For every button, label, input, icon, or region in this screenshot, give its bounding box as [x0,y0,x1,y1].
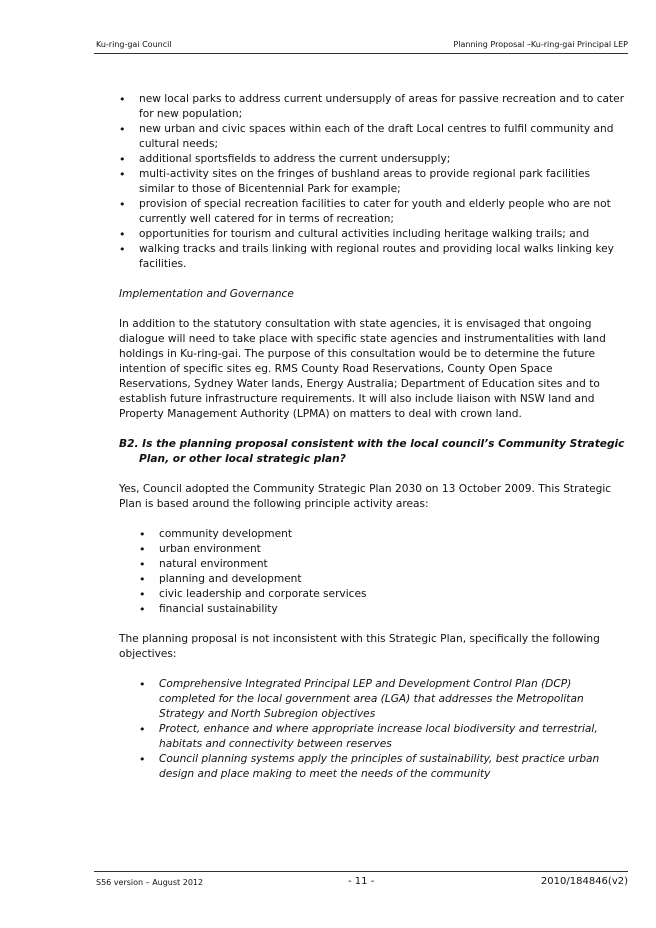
answer-paragraph: Yes, Council adopted the Community Strategic Plan 2030 on 13 October 2009. This Strategic Plan is based around the following principle activity areas: [119,483,612,510]
objectives-list [139,677,625,782]
list-item: • Protect, enhance and where appropriate increase local biodiversity and terrestrial, habitats and connectivity between reserves [139,722,625,752]
footer-rule [94,871,628,872]
implementation-paragraph: In addition to the statutory consultation with state agencies, it is envisaged that ongoing dialogue will need to take place with specific state agencies and instrumentalities with land holdings in Ku-ring-gai. The purpose of this consultation would be to determine the future intention of specific sites eg. RMS County Road Reservations, County Open Space Reservations, Sydney Water lands, Energy Australia; Department of Education sites and to establish future infrastructure requirements. It will also include liaison with NSW land and Property Management Authority (LPMA) on matters to deal with crown land. [119,318,606,420]
list-item: • civic leadership and corporate services [139,587,625,602]
list-item: • multi-activity sites on the fringes of bushland areas to provide regional park facilities similar to those of Bicentennial Park for example; [119,167,625,197]
page-footer [96,876,628,890]
list-item: • walking tracks and trails linking with regional routes and providing local walks linking key facilities. [119,242,625,272]
activity-areas-list [139,527,625,617]
list-item: • additional sportsfields to address the current undersupply; [119,152,625,167]
list-item: • new urban and civic spaces within each of the draft Local centres to fulfil community and cultural needs; [119,122,625,152]
page-header [96,40,628,52]
document-reference: 2010/184846(v2) [540,876,628,887]
list-item: • planning and development [139,572,625,587]
list-item: • urban environment [139,542,625,557]
list-item: • community development [139,527,625,542]
list-item: • Council planning systems apply the principles of sustainability, best practice urban design and place making to meet the needs of the community [139,752,625,782]
list-item: • Comprehensive Integrated Principal LEP and Development Control Plan (DCP) completed for the local government area (LGA) that addresses the Metropolitan Strategy and North Subregion objectives [139,677,625,722]
header-document-title: Planning Proposal –Ku-ring-gai Principal LEP [453,40,628,49]
question-heading: B2. Is the planning proposal consistent with the local council’s Community Strategic Plan, or other local strategic plan? [119,438,625,465]
objectives-intro: The planning proposal is not inconsistent with this Strategic Plan, specifically the following objectives: [119,633,600,660]
list-item: • provision of special recreation facilities to cater for youth and elderly people who are not currently well catered for in terms of recreation; [119,197,625,227]
header-rule [94,53,628,54]
list-item: • new local parks to address current undersupply of areas for passive recreation and to cater for new population; [119,92,625,122]
list-item: • natural environment [139,557,625,572]
footer-version: S56 version – August 2012 [96,878,204,887]
header-council-name: Ku-ring-gai Council [96,40,172,49]
page-body [119,92,625,782]
implementation-heading: Implementation and Governance [119,288,294,300]
recreation-needs-list [119,92,625,272]
page-number: - 11 - [348,876,375,887]
list-item: • financial sustainability [139,602,625,617]
list-item: • opportunities for tourism and cultural activities including heritage walking trails; and [119,227,625,242]
